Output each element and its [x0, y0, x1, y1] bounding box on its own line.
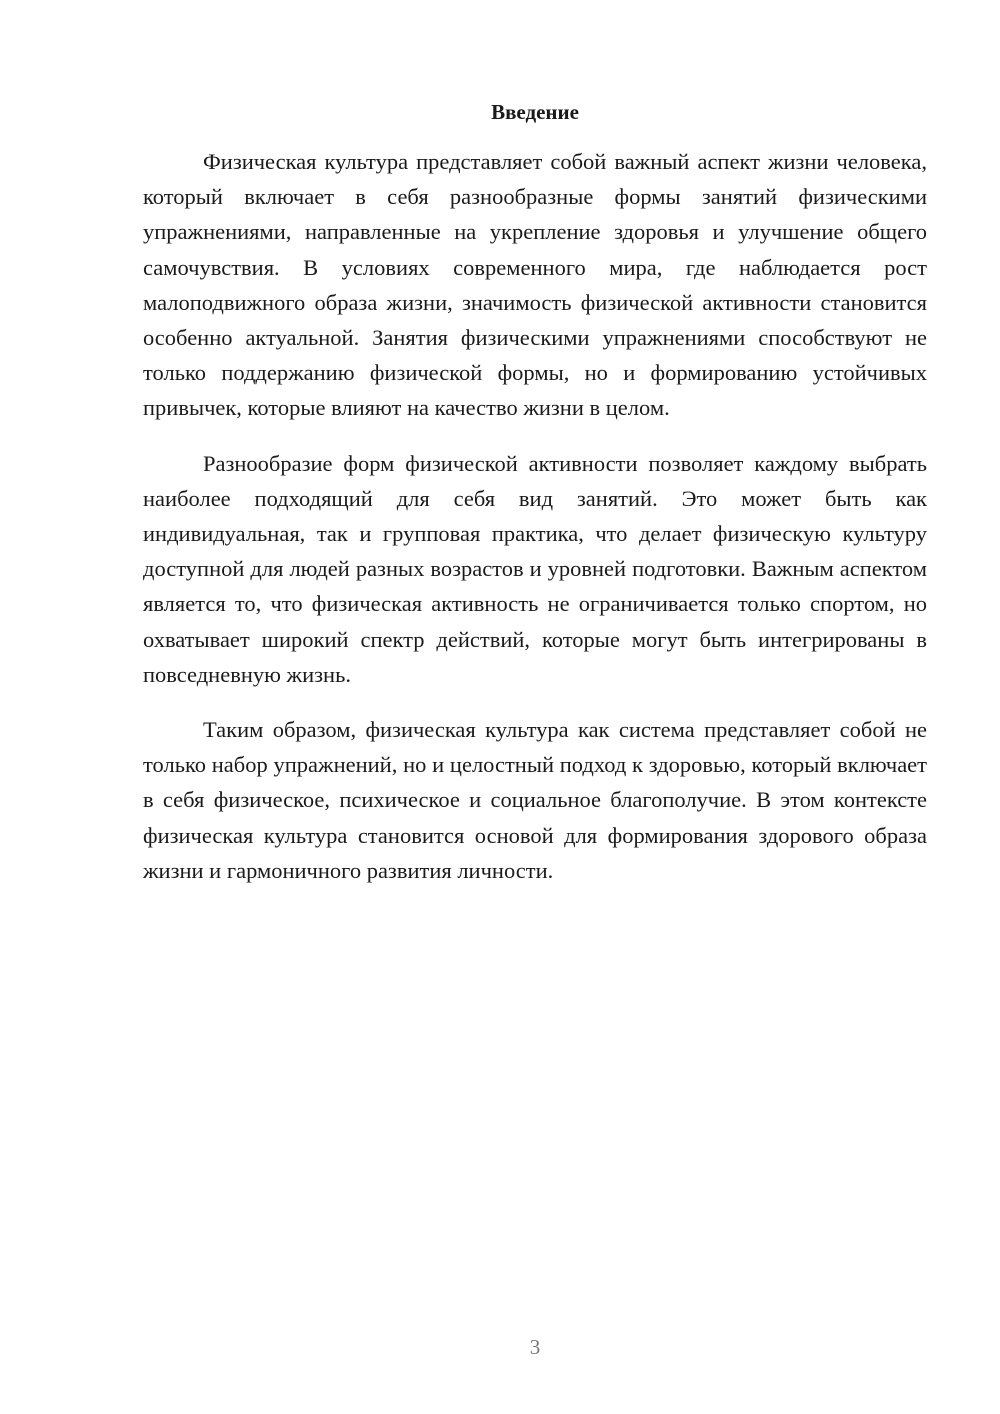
paragraph-3: Таким образом, физическая культура как система представляет собой не только набор упражнений, но и целостный подход к здоровью, который включает в себя физическое, психическое и социальное благополучие. В этом контексте физическая культура становится основой для формирования здорового образа жизни и гармоничного развития личности. — [143, 717, 927, 883]
page-number: 3 — [529, 1335, 541, 1359]
paragraph-2: Разнообразие форм физической активности позволяет каждому выбрать наиболее подходящий для себя вид занятий. Это может быть как индивидуальная, так и групповая практика, что делает физическую культуру доступной для людей разных возрастов и уровней подготовки. Важным аспектом является то, что физическая активность не ограничивается только спортом, но охватывает широкий спектр действий, которые могут быть интегрированы в повседневную жизнь. — [143, 450, 927, 687]
page-title: Введение — [491, 100, 579, 124]
body-text — [143, 144, 927, 908]
paragraph-1: Физическая культура представляет собой важный аспект жизни человека, который включает в себя разнообразные формы занятий физическими упражнениями, направленные на укрепление здоровья и улучшение общего самочувствия. В условиях современного мира, где наблюдается рост малоподвижного образа жизни, значимость физической активности становится особенно актуальной. Занятия физическими упражнениями способствуют не только поддержанию физической формы, но и формированию устойчивых привычек, которые влияют на качество жизни в целом. — [143, 149, 927, 421]
